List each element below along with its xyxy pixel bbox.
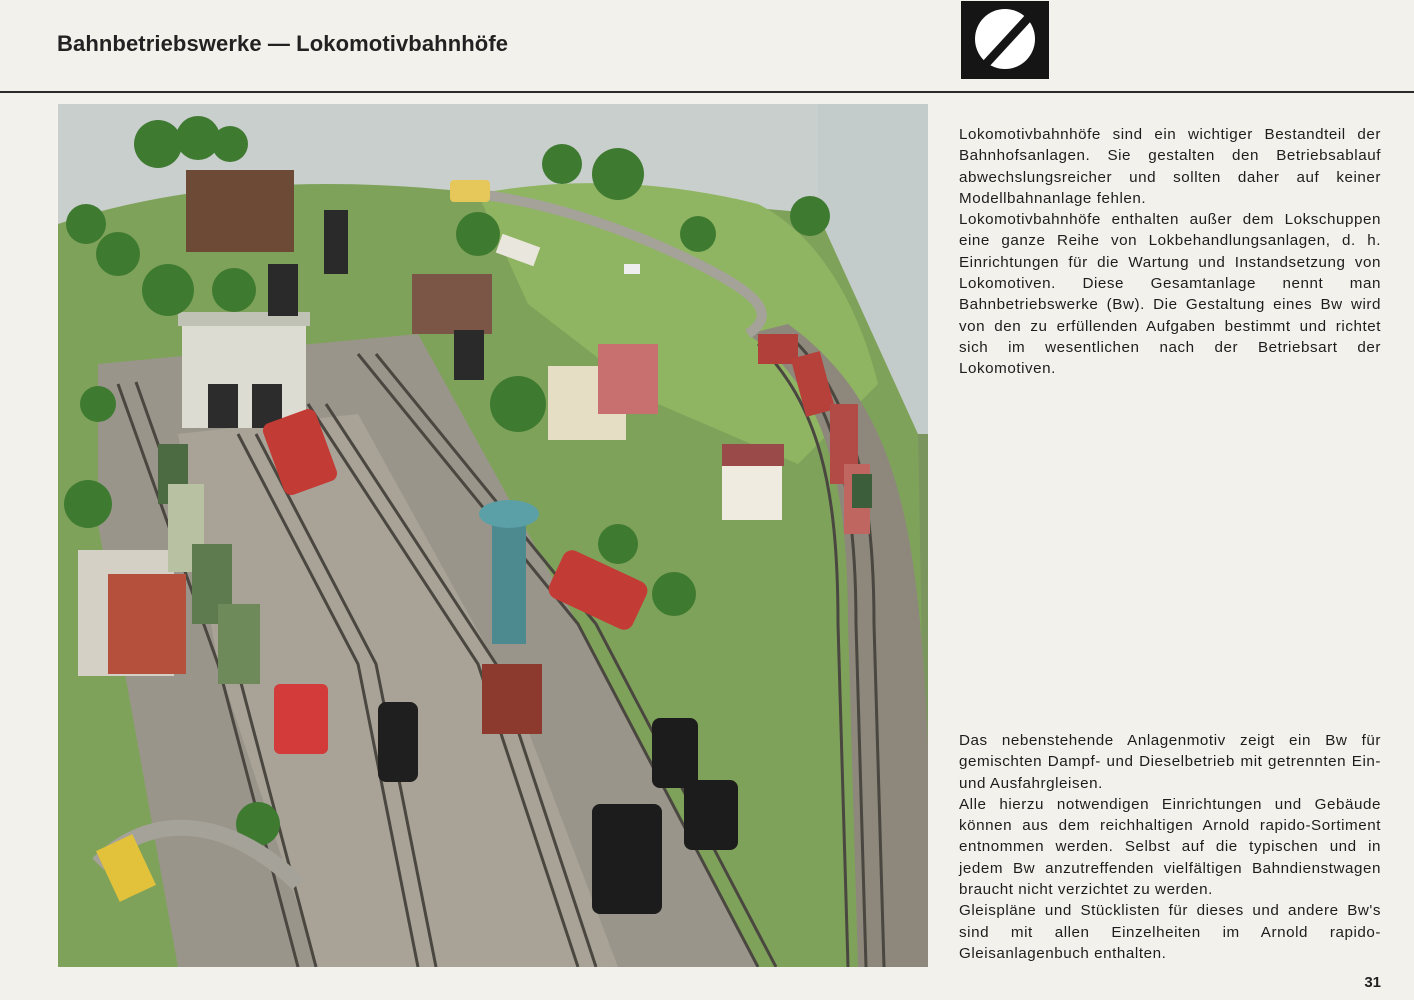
paragraph: Lokomotivbahnhöfe sind ein wichtiger Bestandteil der Bahnhofsanlagen. Sie gestalten den Betriebsablauf abwechslungsreicher und sollten daher auf keiner Modellbahnanlage fehlen. [959, 126, 1381, 207]
arnold-logo-icon [961, 1, 1049, 79]
layout-description-column [959, 730, 1381, 964]
page-title: Bahnbetriebswerke — Lokomotivbahnhöfe [57, 31, 509, 56]
paragraph: Lokomotivbahnhöfe enthalten außer dem Lokschuppen eine ganze Reihe von Lokbehandlungsanlagen, d. h. Einrichtungen für die Wartung und Instandsetzung von Lokomotiven. Diese Gesamtanlage nennt man Bahnbetriebswerke (Bw). Die Gestaltung eines Bw wird von den zu erfüllenden Aufgaben bestimmt und richtet sich im wesentlichen nach der Betriebsart der Lokomotiven. [959, 211, 1381, 378]
header-divider [0, 91, 1414, 93]
paragraph: Gleispläne und Stücklisten für dieses und andere Bw's sind mit allen Einzelheiten im Arnold rapido-Gleisanlagenbuch enthalten. [959, 902, 1381, 962]
intro-text-column [959, 124, 1381, 380]
paragraph: Das nebenstehende Anlagenmotiv zeigt ein Bw für gemischten Dampf- und Dieselbetrieb mit getrennten Ein- und Ausfahrgleisen. [959, 732, 1381, 792]
model-railway-layout-photo [58, 104, 928, 967]
page-number: 31 [1364, 974, 1381, 991]
paragraph: Alle hierzu notwendigen Einrichtungen und Gebäude können aus dem reichhaltigen Arnold rapido-Sortiment entnommen werden. Selbst auf die typischen und in jedem Bw anzutreffenden vielfältigen Bahndienstwagen braucht nicht verzichtet zu werden. [959, 795, 1381, 899]
